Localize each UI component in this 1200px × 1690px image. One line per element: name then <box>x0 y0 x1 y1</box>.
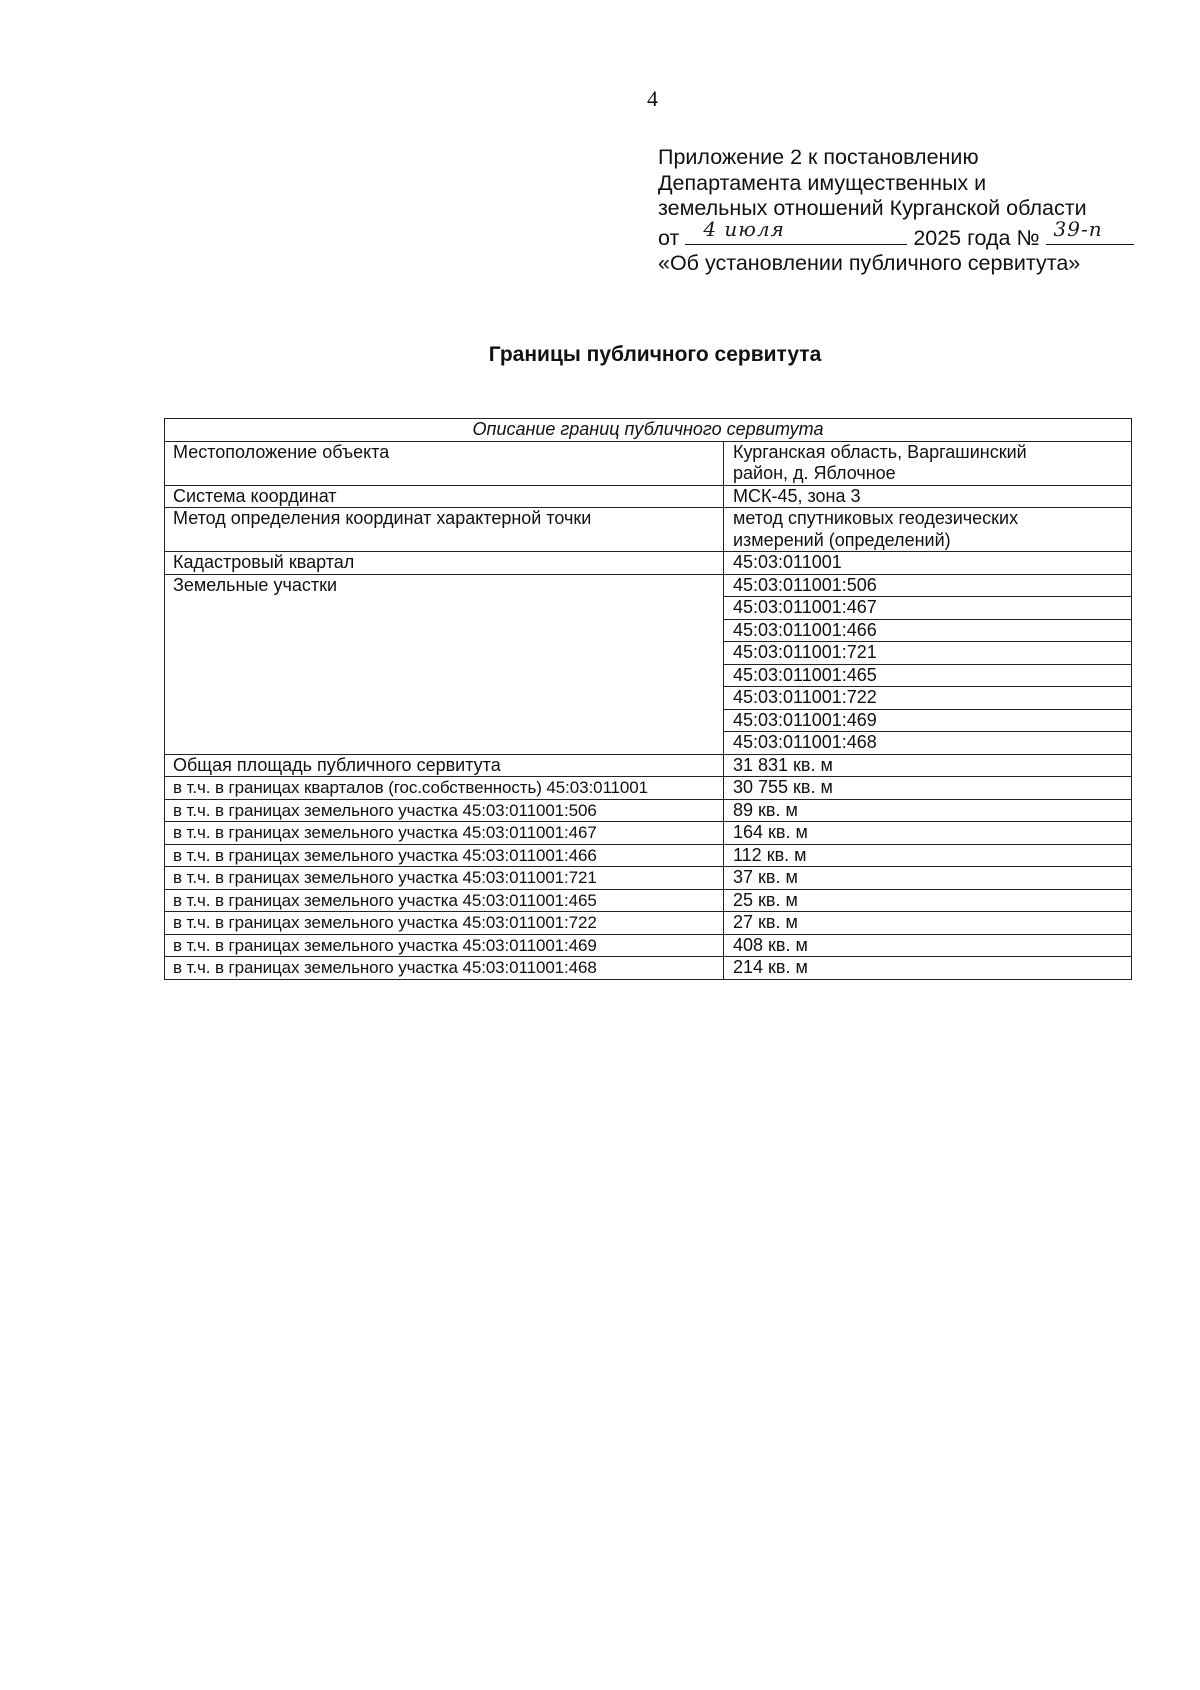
table-header-row <box>165 419 1132 442</box>
table-row <box>165 485 1132 508</box>
parcels-label: Земельные участки <box>165 574 724 754</box>
parcel-value: 45:03:011001:506 <box>724 574 1132 597</box>
quarter-label: Кадастровый квартал <box>165 552 724 575</box>
table-row <box>165 844 1132 867</box>
appendix-line-5: «Об установлении публичного сервитута» <box>658 251 1081 275</box>
area-value: 30 755 кв. м <box>724 777 1132 800</box>
page-number: 4 <box>647 86 658 111</box>
parcel-value: 45:03:011001:466 <box>724 619 1132 642</box>
location-label: Местоположение объекта <box>165 441 724 485</box>
crs-label: Система координат <box>165 485 724 508</box>
area-value: 31 831 кв. м <box>724 754 1132 777</box>
location-value <box>724 441 1132 485</box>
parcel-value: 45:03:011001:468 <box>724 732 1132 755</box>
year-text: 2025 года № <box>913 225 1040 250</box>
crs-value: МСК-45, зона 3 <box>724 485 1132 508</box>
table-row <box>165 754 1132 777</box>
area-label: в т.ч. в границах земельного участка 45:03:011001:465 <box>165 889 724 912</box>
location-value-line-1: Курганская область, Варгашинский <box>733 441 1027 462</box>
date-blank <box>685 217 907 245</box>
table-row <box>165 957 1132 980</box>
table-row <box>165 799 1132 822</box>
parcel-value: 45:03:011001:465 <box>724 664 1132 687</box>
parcel-value: 45:03:011001:722 <box>724 687 1132 710</box>
document-title: Границы публичного сервитута <box>488 343 822 366</box>
area-value: 37 кв. м <box>724 867 1132 890</box>
area-value: 408 кв. м <box>724 934 1132 957</box>
method-label: Метод определения координат характерной точки <box>165 508 724 552</box>
table-header: Описание границ публичного сервитута <box>165 419 1132 442</box>
table-row <box>165 822 1132 845</box>
area-label: в т.ч. в границах земельного участка 45:03:011001:466 <box>165 844 724 867</box>
parcel-value: 45:03:011001:469 <box>724 709 1132 732</box>
area-label: в т.ч. в границах земельного участка 45:03:011001:506 <box>165 799 724 822</box>
area-label: в т.ч. в границах земельного участка 45:03:011001:469 <box>165 934 724 957</box>
table-row <box>165 508 1132 552</box>
location-value-line-2: район, д. Яблочное <box>733 463 896 483</box>
appendix-line-3: земельных отношений Курганской области <box>658 196 1087 220</box>
appendix-line-1: Приложение 2 к постановлению <box>658 145 979 169</box>
parcel-value: 45:03:011001:467 <box>724 597 1132 620</box>
table-row <box>165 777 1132 800</box>
area-value: 112 кв. м <box>724 844 1132 867</box>
method-value-line-2: измерений (определений) <box>733 529 951 550</box>
area-value: 214 кв. м <box>724 957 1132 980</box>
table-row <box>165 867 1132 890</box>
date-prefix: от <box>658 225 680 250</box>
table-row <box>165 912 1132 935</box>
area-label: Общая площадь публичного сервитута <box>165 754 724 777</box>
table-row <box>165 552 1132 575</box>
appendix-header <box>658 145 1178 277</box>
area-value: 89 кв. м <box>724 799 1132 822</box>
area-value: 27 кв. м <box>724 912 1132 935</box>
handwritten-number: 39-п <box>1053 217 1103 241</box>
table-row <box>165 574 1132 597</box>
boundaries-table <box>164 418 1132 980</box>
table-row <box>165 889 1132 912</box>
number-blank <box>1046 217 1134 245</box>
method-value <box>724 508 1132 552</box>
area-label: в т.ч. в границах земельного участка 45:03:011001:722 <box>165 912 724 935</box>
parcel-value: 45:03:011001:721 <box>724 642 1132 665</box>
area-value: 25 кв. м <box>724 889 1132 912</box>
appendix-date-line <box>658 217 1178 252</box>
area-label: в т.ч. в границах земельного участка 45:03:011001:468 <box>165 957 724 980</box>
area-label: в т.ч. в границах земельного участка 45:03:011001:467 <box>165 822 724 845</box>
area-value: 164 кв. м <box>724 822 1132 845</box>
appendix-line-2: Департамента имущественных и <box>658 170 987 195</box>
area-label: в т.ч. в границах земельного участка 45:03:011001:721 <box>165 867 724 890</box>
quarter-value: 45:03:011001 <box>724 552 1132 575</box>
handwritten-date: 4 июля <box>703 217 785 241</box>
area-label: в т.ч. в границах кварталов (гос.собственность) 45:03:011001 <box>165 777 724 800</box>
method-value-line-1: метод спутниковых геодезических <box>733 508 1019 528</box>
table-row <box>165 441 1132 485</box>
table-row <box>165 934 1132 957</box>
